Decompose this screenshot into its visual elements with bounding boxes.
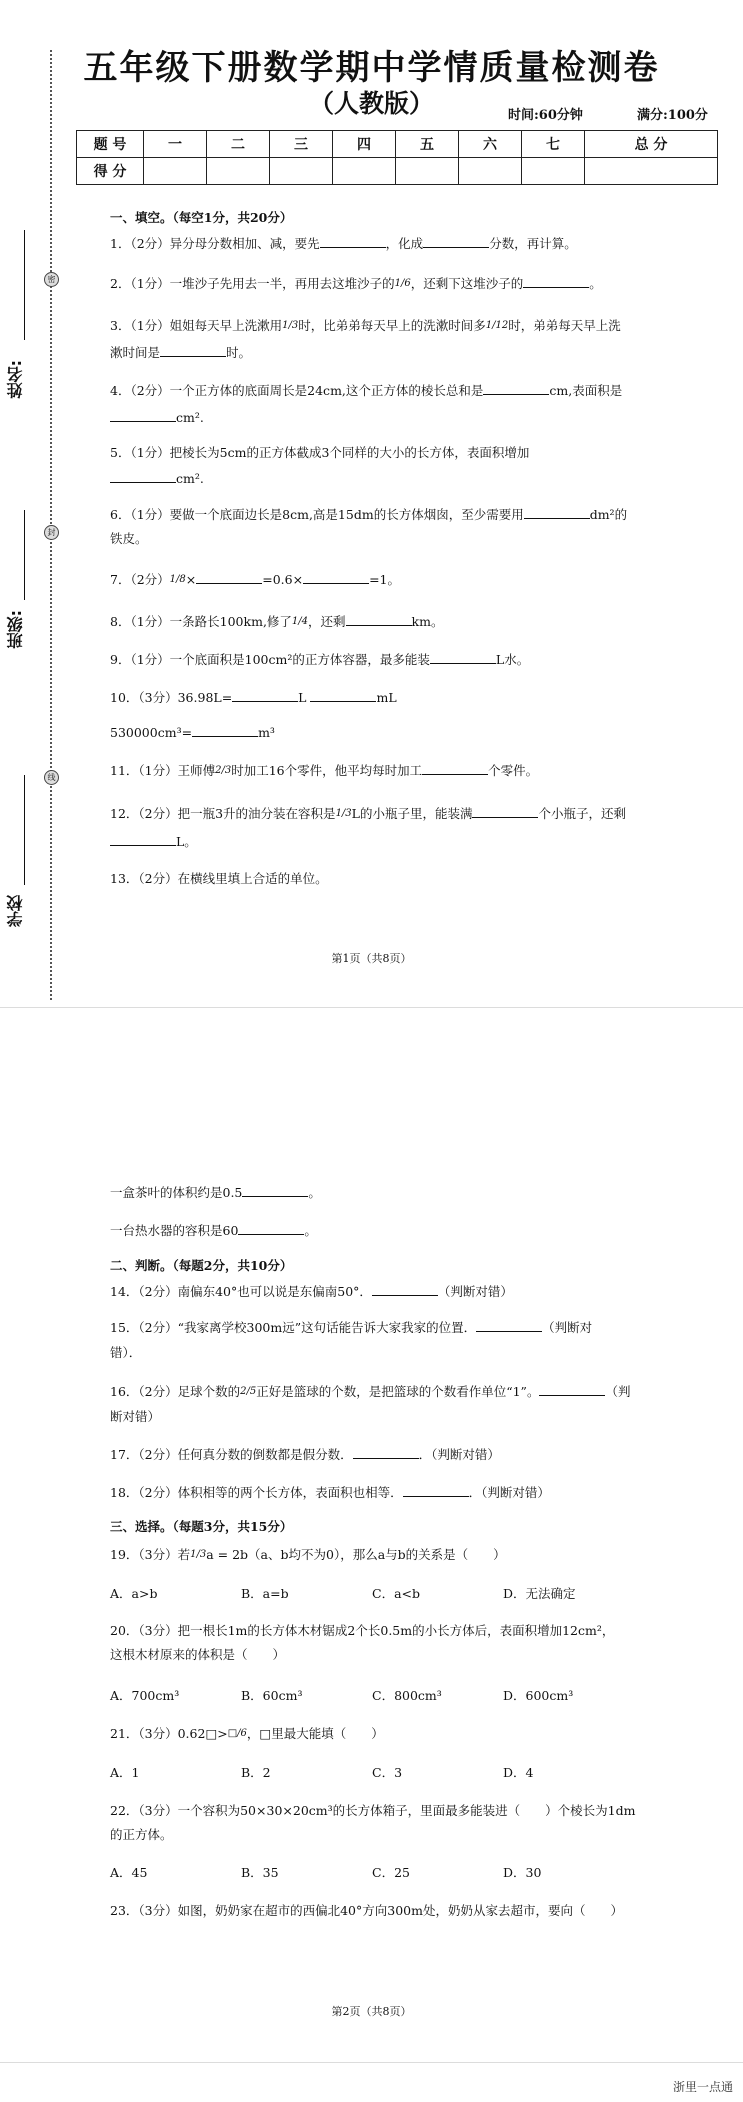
question-text: dm²的: [589, 507, 628, 522]
question-continued: [110, 1184, 321, 1202]
score-entry: [270, 158, 333, 185]
question: 20．（3分）把一根长1m的长方体木材锯成2个长0.5m的小长方体后，表面积增加12cm²，: [110, 1623, 615, 1638]
question-text: 。: [308, 1185, 321, 1200]
answer-blank: [310, 689, 376, 702]
option: B．35: [241, 1865, 279, 1880]
answer-blank: [524, 506, 590, 519]
question-text: 15．（2分）“我家离学校300m远”这句话能告诉大家我家的位置．: [110, 1320, 477, 1335]
question: [110, 1446, 500, 1464]
option: A．1: [110, 1765, 140, 1780]
option: A．a>b: [110, 1586, 158, 1601]
question-text: 时，弟弟每天早上洗: [508, 318, 621, 333]
watermark-text: 浙里一点通: [672, 2080, 733, 2094]
question-text: 漱时间是: [110, 345, 161, 360]
question-continued: [110, 409, 204, 427]
answer-blank: [238, 1222, 304, 1235]
question: [110, 317, 621, 335]
question-text: 9．（1分）一个底面积是100cm²的正方体容器，最多能装: [110, 652, 430, 667]
answer-blank: [346, 613, 412, 626]
answer-blank: [476, 1319, 542, 1332]
question-text: （判断对: [542, 1320, 593, 1335]
answer-blank: [320, 235, 386, 248]
option: C．800cm³: [372, 1688, 442, 1703]
answer-blank: [472, 805, 538, 818]
question-text: ，□里最大能填（ ）: [246, 1726, 384, 1741]
score-entry: [459, 158, 522, 185]
answer-blank: [353, 1446, 419, 1459]
score-entry: [522, 158, 585, 185]
question-text: 530000cm³=: [110, 725, 193, 740]
option: A．45: [110, 1865, 148, 1880]
score-entry: [396, 158, 459, 185]
table-cell: 总 分: [585, 131, 718, 158]
table-cell: 二: [207, 131, 270, 158]
exam-title: 五年级下册数学期中学情质量检测卷: [83, 48, 660, 88]
class-fill-line: [24, 510, 25, 600]
question-text: a = 2b（a、b均不为0），那么a与b的关系是（ ）: [206, 1547, 506, 1562]
school-fill-line: [24, 775, 25, 885]
question-text: 个零件。: [488, 763, 539, 778]
question: [110, 1319, 592, 1337]
question-text: km。: [411, 614, 444, 629]
fraction: 2/3: [215, 765, 232, 776]
question: [110, 805, 626, 823]
question-text: ，还剩下这堆沙子的: [410, 276, 524, 291]
table-cell: 三: [270, 131, 333, 158]
fraction: 1/8: [169, 574, 186, 585]
score-table-score-row: [77, 158, 718, 185]
option: D．600cm³: [503, 1688, 574, 1703]
question: 23．（3分）如图，奶奶家在超市的西偏北40°方向300m处，奶奶从家去超市，要向（ ）: [110, 1903, 623, 1918]
question-text: ．（判断对错）: [468, 1485, 550, 1500]
question: [110, 762, 538, 780]
section-heading: 二、判断。（每题2分，共10分）: [110, 1258, 293, 1273]
question: [110, 1383, 630, 1401]
question-text: L的小瓶子里，能装满: [351, 806, 473, 821]
question-text: 17．（2分）任何真分数的倒数都是假分数．: [110, 1447, 353, 1462]
table-cell: 六: [459, 131, 522, 158]
answer-blank: [403, 1484, 469, 1497]
answer-blank: [192, 724, 258, 737]
question-text: 个小瓶子，还剩: [538, 806, 626, 821]
table-cell: 七: [522, 131, 585, 158]
question-continued: 错）．: [110, 1345, 142, 1360]
question-text: 21．（3分）0.62□>: [110, 1726, 228, 1741]
question: [110, 382, 622, 400]
question: [110, 1484, 550, 1502]
question-text: ×: [185, 572, 197, 587]
question: [110, 651, 529, 669]
question-text: 8．（1分）一条路长100km,修了: [110, 614, 292, 629]
answer-blank: [423, 235, 489, 248]
question-text: 一盒茶叶的体积约是0.5: [110, 1185, 243, 1200]
fraction: 2/5: [240, 1386, 257, 1397]
question-continued: 的正方体。: [110, 1827, 173, 1842]
question-continued: [110, 1222, 317, 1240]
answer-blank: [430, 651, 496, 664]
question-continued: [110, 724, 275, 742]
score-entry: [207, 158, 270, 185]
option: A．700cm³: [110, 1688, 180, 1703]
answer-blank: [483, 382, 549, 395]
option: D．30: [503, 1865, 542, 1880]
question-text: L: [298, 690, 307, 705]
question-text: ．（判断对错）: [418, 1447, 500, 1462]
question-text: 一台热水器的容积是60: [110, 1223, 239, 1238]
answer-blank: [523, 275, 589, 288]
answer-blank: [242, 1184, 308, 1197]
class-label: 班级:: [6, 610, 25, 649]
question-text: L水。: [495, 652, 530, 667]
question-text: 11．（1分）王师傅: [110, 763, 216, 778]
question-continued: 铁皮。: [110, 531, 148, 546]
option: D．4: [503, 1765, 534, 1780]
question-text: 。: [589, 276, 602, 291]
question-continued: 这根木材原来的体积是（ ）: [110, 1647, 286, 1662]
question-text: 3．（1分）姐姐每天早上洗漱用: [110, 318, 283, 333]
question: 22．（3分）一个容积为50×30×20cm³的长方体箱子，里面最多能装进（ ）个棱长为1dm: [110, 1803, 636, 1818]
question-continued: [110, 470, 204, 488]
question-text: cm².: [176, 410, 204, 425]
fraction: 1/4: [291, 616, 309, 627]
question-text: 6．（1分）要做一个底面边长是8cm,高是15dm的长方体烟囱，至少需要用: [110, 507, 524, 522]
question: [110, 613, 443, 631]
question-text: 时加工16个零件，他平均每时加工: [231, 763, 423, 778]
option: B．2: [241, 1765, 271, 1780]
question: 13．（2分）在横线里填上合适的单位。: [110, 871, 328, 886]
fraction: 1/3: [282, 320, 299, 331]
question-text: 。: [304, 1223, 317, 1238]
question-continued: [110, 833, 197, 851]
fraction: 1/12: [485, 320, 509, 331]
page-footer: 第1页（共8页）: [331, 952, 412, 965]
question-text: 18．（2分）体积相等的两个长方体，表面积也相等．: [110, 1485, 403, 1500]
question-text: 分数，再计算。: [489, 236, 577, 251]
answer-blank: [110, 470, 176, 483]
question-continued: [110, 344, 251, 362]
score-table: [76, 130, 718, 185]
question: [110, 571, 400, 589]
name-label: 姓名:: [6, 360, 25, 399]
exam-time: 时间:60分钟: [508, 108, 583, 123]
option: C．3: [372, 1765, 403, 1780]
exam-full-score: 满分:100分: [637, 108, 708, 123]
question-text: ，还剩: [308, 614, 346, 629]
score-entry: [333, 158, 396, 185]
question-text: =0.6×: [262, 572, 304, 587]
question-text: =1。: [369, 572, 400, 587]
name-fill-line: [24, 230, 25, 340]
fraction: 1/6: [394, 278, 411, 289]
answer-blank: [110, 409, 176, 422]
score-table-header-row: [77, 131, 718, 158]
option: B．60cm³: [241, 1688, 303, 1703]
table-cell: 四: [333, 131, 396, 158]
section-heading: 一、填空。（每空1分，共20分）: [110, 210, 293, 225]
question-text: 12．（2分）把一瓶3升的油分装在容积是: [110, 806, 336, 821]
question-text: 10．（3分）36.98L=: [110, 690, 233, 705]
question-text: m³: [258, 725, 275, 740]
question-text: cm².: [176, 471, 204, 486]
question: [110, 506, 627, 524]
question: [110, 1283, 513, 1301]
question: [110, 689, 397, 707]
score-entry: [585, 158, 718, 185]
option: C．25: [372, 1865, 410, 1880]
school-label: 学校: [6, 895, 25, 927]
answer-blank: [232, 689, 298, 702]
option: C．a<b: [372, 1586, 420, 1601]
question-text: 时。: [226, 345, 252, 360]
table-cell: 五: [396, 131, 459, 158]
question-text: 5．（1分）把棱长为5cm的正方体截成3个同样的大小的长方体，表面积增加: [110, 445, 530, 460]
fraction: 1/3: [190, 1549, 207, 1560]
fraction: □/6: [227, 1728, 247, 1739]
page-divider: [0, 2062, 743, 2063]
question-text: （判: [605, 1384, 631, 1399]
answer-blank: [196, 571, 262, 584]
question-text: 16．（2分）足球个数的: [110, 1384, 241, 1399]
answer-blank: [539, 1383, 605, 1396]
question-text: 时，比弟弟每天早上的洗漱时间多: [298, 318, 486, 333]
question-text: 7．（2分）: [110, 572, 170, 587]
question: [110, 444, 529, 462]
answer-blank: [160, 344, 226, 357]
binding-marker: 线: [44, 770, 59, 785]
exam-subtitle: （人教版）: [308, 89, 434, 118]
option: D．无法确定: [503, 1586, 576, 1601]
answer-blank: [110, 833, 176, 846]
question-text: 2．（1分）一堆沙子先用去一半，再用去这堆沙子的: [110, 276, 395, 291]
question-text: 4．（2分）一个正方体的底面周长是24cm,这个正方体的棱长总和是: [110, 383, 484, 398]
option: B．a=b: [241, 1586, 289, 1601]
answer-blank: [422, 762, 488, 775]
question-text: cm,表面积是: [549, 383, 623, 398]
question-text: 14．（2分）南偏东40°也可以说是东偏南50°．: [110, 1284, 372, 1299]
binding-marker: 密: [44, 272, 59, 287]
question-text: （判断对错）: [437, 1284, 513, 1299]
fraction: 1/3: [335, 808, 352, 819]
question-text: 正好是篮球的个数，是把篮球的个数看作单位“1”。: [256, 1384, 540, 1399]
score-entry: [144, 158, 207, 185]
page-footer: 第2页（共8页）: [331, 2005, 412, 2018]
question-text: 1．（2分）异分母分数相加、减，要先: [110, 236, 320, 251]
question: [110, 1725, 384, 1743]
section-heading: 三、选择。（每题3分，共15分）: [110, 1519, 293, 1534]
question-text: L。: [176, 834, 197, 849]
table-cell: 得 分: [77, 158, 144, 185]
page-divider: [0, 1007, 743, 1008]
question-text: ，化成: [385, 236, 424, 251]
question: [110, 1546, 506, 1564]
answer-blank: [303, 571, 369, 584]
question: [110, 275, 602, 293]
table-cell: 一: [144, 131, 207, 158]
question: [110, 235, 577, 253]
answer-blank: [372, 1283, 438, 1296]
question-text: 19．（3分）若: [110, 1547, 191, 1562]
binding-marker: 封: [44, 525, 59, 540]
question-text: mL: [376, 690, 397, 705]
question-continued: 断对错）: [110, 1409, 161, 1424]
table-cell: 题 号: [77, 131, 144, 158]
